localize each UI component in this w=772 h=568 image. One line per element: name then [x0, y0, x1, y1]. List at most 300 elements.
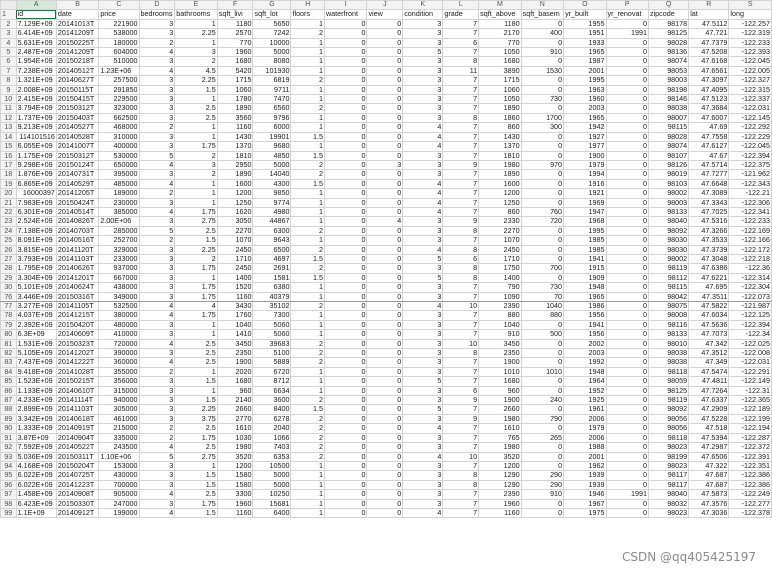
cell[interactable]: 1680 [479, 57, 521, 66]
cell[interactable]: 3.793E+09 [16, 254, 56, 263]
cell[interactable]: 9 [443, 217, 479, 226]
cell[interactable]: 247000 [99, 499, 139, 508]
cell[interactable]: 0 [606, 151, 648, 160]
cell[interactable]: 1 [175, 132, 217, 141]
row-header[interactable]: 16 [1, 151, 17, 160]
row-header[interactable]: 86 [1, 386, 17, 395]
cell[interactable]: 2770 [217, 414, 253, 423]
cell[interactable]: 0 [367, 273, 403, 282]
header-cell[interactable]: yr_built [564, 10, 606, 19]
cell[interactable]: 1.133E+09 [16, 386, 56, 395]
cell[interactable]: 47.3343 [689, 198, 729, 207]
cell[interactable]: -122.319 [729, 29, 772, 38]
cell[interactable]: 98115 [648, 283, 688, 292]
cell[interactable]: 7 [443, 405, 479, 414]
cell[interactable]: 0 [606, 377, 648, 386]
cell[interactable]: 1.10E+06 [99, 452, 139, 461]
cell[interactable]: 47.3036 [689, 508, 729, 517]
cell[interactable]: 3520 [479, 452, 521, 461]
cell[interactable]: 305000 [99, 405, 139, 414]
cell[interactable]: 2 [291, 76, 325, 85]
cell[interactable]: 0 [606, 170, 648, 179]
cell[interactable]: 8712 [253, 377, 291, 386]
cell[interactable]: 7.437E+09 [16, 358, 56, 367]
cell[interactable]: 1040 [217, 320, 253, 329]
cell[interactable]: 7 [443, 142, 479, 151]
cell[interactable]: 6819 [253, 76, 291, 85]
cell[interactable]: 4 [403, 142, 443, 151]
cell[interactable]: 860 [479, 123, 521, 132]
cell[interactable]: 0 [606, 452, 648, 461]
cell[interactable]: 0 [521, 254, 563, 263]
cell[interactable]: 1 [291, 508, 325, 517]
row-header[interactable]: 85 [1, 377, 17, 386]
cell[interactable]: 2.487E+09 [16, 48, 56, 57]
cell[interactable]: 0 [521, 461, 563, 470]
cell[interactable]: 1.5 [175, 236, 217, 245]
cell[interactable]: 0 [367, 386, 403, 395]
cell[interactable]: 20141114T [56, 396, 98, 405]
cell[interactable]: 4 [139, 339, 175, 348]
cell[interactable]: 7 [443, 433, 479, 442]
cell[interactable]: 3 [139, 29, 175, 38]
cell[interactable]: 1580 [217, 471, 253, 480]
cell[interactable]: 7403 [253, 443, 291, 452]
cell[interactable]: 0 [367, 377, 403, 386]
cell[interactable]: 20150424T [56, 198, 98, 207]
cell[interactable]: 98023 [648, 508, 688, 517]
cell[interactable]: 98118 [648, 433, 688, 442]
row-header[interactable]: 99 [1, 508, 17, 517]
cell[interactable]: 3 [403, 349, 443, 358]
row-header[interactable]: 78 [1, 311, 17, 320]
cell[interactable]: 14040 [253, 170, 291, 179]
cell[interactable]: -122.229 [729, 132, 772, 141]
cell[interactable]: 0 [521, 85, 563, 94]
cell[interactable]: 98042 [648, 292, 688, 301]
cell[interactable]: 0 [324, 396, 366, 405]
cell[interactable]: 20140626T [56, 264, 98, 273]
cell[interactable]: 0 [606, 160, 648, 169]
cell[interactable]: 1010 [521, 367, 563, 376]
cell[interactable]: 4 [367, 217, 403, 226]
cell[interactable]: 1.23E+06 [99, 66, 139, 75]
cell[interactable]: 98023 [648, 461, 688, 470]
cell[interactable]: 20140731T [56, 170, 98, 179]
cell[interactable]: 0 [521, 273, 563, 282]
cell[interactable]: 3 [403, 443, 443, 452]
cell[interactable]: 0 [521, 179, 563, 188]
cell[interactable]: 3 [403, 226, 443, 235]
cell[interactable]: 1900 [479, 396, 521, 405]
cell[interactable]: 1900 [479, 358, 521, 367]
cell[interactable]: 7 [443, 123, 479, 132]
cell[interactable]: 4300 [253, 179, 291, 188]
cell[interactable]: -122.394 [729, 320, 772, 329]
cell[interactable]: -122.257 [729, 19, 772, 28]
cell[interactable]: 98107 [648, 151, 688, 160]
cell[interactable]: 1600 [479, 179, 521, 188]
cell[interactable]: 3 [403, 292, 443, 301]
cell[interactable]: 6 [443, 38, 479, 47]
cell[interactable]: 1.5 [291, 254, 325, 263]
cell[interactable]: 4 [139, 66, 175, 75]
cell[interactable]: 0 [367, 123, 403, 132]
cell[interactable]: 20141103T [56, 254, 98, 263]
cell[interactable]: 1.876E+09 [16, 170, 56, 179]
row-header[interactable]: 88 [1, 405, 17, 414]
cell[interactable]: 532500 [99, 302, 139, 311]
cell[interactable]: 315000 [99, 386, 139, 395]
cell[interactable]: 1200 [479, 461, 521, 470]
cell[interactable]: 2270 [479, 226, 521, 235]
cell[interactable]: 2.25 [175, 29, 217, 38]
cell[interactable]: 98117 [648, 471, 688, 480]
cell[interactable]: 3 [403, 396, 443, 405]
column-header-b[interactable]: B [56, 1, 98, 10]
cell[interactable]: 2 [175, 57, 217, 66]
cell[interactable]: 6.3E+09 [16, 330, 56, 339]
cell[interactable]: 98056 [648, 424, 688, 433]
row-header[interactable]: 77 [1, 302, 17, 311]
cell[interactable]: 47.3512 [689, 349, 729, 358]
cell[interactable]: 1.5 [175, 471, 217, 480]
cell[interactable]: 3 [139, 330, 175, 339]
cell[interactable]: 0 [606, 461, 648, 470]
cell[interactable]: 20140528T [56, 132, 98, 141]
cell[interactable]: 47.5228 [689, 414, 729, 423]
cell[interactable]: 765 [479, 433, 521, 442]
cell[interactable]: 4 [403, 424, 443, 433]
cell[interactable]: 5 [403, 377, 443, 386]
cell[interactable]: 20140725T [56, 471, 98, 480]
cell[interactable]: 0 [367, 480, 403, 489]
cell[interactable]: 47.5208 [689, 48, 729, 57]
cell[interactable]: 1.75 [175, 292, 217, 301]
cell[interactable]: 1 [175, 386, 217, 395]
cell[interactable]: 0 [521, 142, 563, 151]
row-header[interactable]: 82 [1, 349, 17, 358]
cell[interactable]: 1290 [479, 471, 521, 480]
row-header[interactable]: 80 [1, 330, 17, 339]
cell[interactable]: 5 [403, 48, 443, 57]
cell[interactable]: 98136 [648, 48, 688, 57]
cell[interactable]: 2.5 [175, 358, 217, 367]
cell[interactable]: 5.101E+09 [16, 283, 56, 292]
cell[interactable]: 1.5 [175, 508, 217, 517]
row-header[interactable]: 95 [1, 471, 17, 480]
cell[interactable]: -122.073 [729, 292, 772, 301]
cell[interactable]: 385000 [99, 207, 139, 216]
cell[interactable]: 3 [403, 490, 443, 499]
cell[interactable]: 1.5 [291, 132, 325, 141]
cell[interactable]: 0 [367, 443, 403, 452]
cell[interactable]: 485000 [99, 179, 139, 188]
cell[interactable]: 47.5123 [689, 95, 729, 104]
cell[interactable]: 3 [403, 367, 443, 376]
cell[interactable]: 2691 [253, 264, 291, 273]
cell[interactable]: 20140512T [56, 66, 98, 75]
cell[interactable]: 4 [139, 490, 175, 499]
cell[interactable]: 1.737E+09 [16, 113, 56, 122]
cell[interactable]: 3 [403, 113, 443, 122]
cell[interactable]: 1410 [217, 330, 253, 339]
cell[interactable]: 7 [443, 508, 479, 517]
cell[interactable]: 40379 [253, 292, 291, 301]
cell[interactable]: 3 [139, 142, 175, 151]
cell[interactable]: 1 [291, 123, 325, 132]
cell[interactable]: 1965 [564, 292, 606, 301]
row-header[interactable]: 1 [1, 10, 17, 19]
cell[interactable]: 1 [291, 490, 325, 499]
column-header-m[interactable]: M [479, 1, 521, 10]
cell[interactable]: 285000 [99, 226, 139, 235]
cell[interactable]: 47.687 [689, 471, 729, 480]
cell[interactable]: 1 [175, 273, 217, 282]
cell[interactable]: 0 [606, 189, 648, 198]
column-header-r[interactable]: R [689, 1, 729, 10]
cell[interactable]: 7 [443, 358, 479, 367]
column-header-f[interactable]: F [217, 1, 253, 10]
cell[interactable]: 3 [403, 461, 443, 470]
cell[interactable]: 290 [521, 471, 563, 480]
cell[interactable]: 6634 [253, 386, 291, 395]
cell[interactable]: 3450 [217, 339, 253, 348]
cell[interactable]: 8 [443, 480, 479, 489]
cell[interactable]: 47.7277 [689, 170, 729, 179]
cell[interactable]: 3 [139, 386, 175, 395]
cell[interactable]: 0 [324, 461, 366, 470]
cell[interactable]: 2170 [479, 29, 521, 38]
cell[interactable]: 20150316T [56, 292, 98, 301]
cell[interactable]: 604000 [99, 48, 139, 57]
cell[interactable]: 0 [324, 471, 366, 480]
cell[interactable]: 937000 [99, 264, 139, 273]
cell[interactable]: 240 [521, 396, 563, 405]
cell[interactable]: 0 [606, 480, 648, 489]
cell[interactable]: 2 [291, 170, 325, 179]
cell[interactable]: 1956 [564, 311, 606, 320]
cell[interactable]: 0 [324, 151, 366, 160]
cell[interactable]: 1960 [479, 499, 521, 508]
cell[interactable]: 1988 [564, 443, 606, 452]
cell[interactable]: 221900 [99, 19, 139, 28]
cell[interactable]: 47.3576 [689, 499, 729, 508]
cell[interactable]: 2570 [217, 29, 253, 38]
cell[interactable]: 1.333E+09 [16, 424, 56, 433]
cell[interactable]: 1921 [564, 189, 606, 198]
cell[interactable]: 6720 [253, 367, 291, 376]
cell[interactable]: 5060 [253, 330, 291, 339]
cell[interactable]: 98119 [648, 396, 688, 405]
cell[interactable]: 1955 [564, 19, 606, 28]
cell[interactable]: 0 [324, 424, 366, 433]
cell[interactable]: 1939 [564, 480, 606, 489]
cell[interactable]: 20150330T [56, 499, 98, 508]
cell[interactable]: 1.75 [175, 311, 217, 320]
cell[interactable]: 20140912T [56, 508, 98, 517]
cell[interactable]: 6560 [253, 104, 291, 113]
cell[interactable]: -122.375 [729, 160, 772, 169]
cell[interactable]: 1.954E+09 [16, 57, 56, 66]
cell[interactable]: 16000397 [16, 189, 56, 198]
cell[interactable]: 2.5 [175, 104, 217, 113]
row-header[interactable]: 90 [1, 424, 17, 433]
cell[interactable]: 3 [139, 170, 175, 179]
select-all-corner[interactable] [1, 1, 17, 10]
row-header[interactable]: 3 [1, 29, 17, 38]
cell[interactable]: 98103 [648, 179, 688, 188]
cell[interactable]: 0 [606, 113, 648, 122]
row-header[interactable]: 2 [1, 19, 17, 28]
cell[interactable]: 1180 [217, 19, 253, 28]
cell[interactable]: 1060 [217, 85, 253, 94]
cell[interactable]: 3 [403, 95, 443, 104]
cell[interactable]: 47.5474 [689, 367, 729, 376]
cell[interactable]: 0 [606, 499, 648, 508]
cell[interactable]: 1160 [217, 292, 253, 301]
cell[interactable]: 3 [139, 76, 175, 85]
cell[interactable]: 2 [291, 302, 325, 311]
cell[interactable]: 0 [367, 151, 403, 160]
cell[interactable]: 1680 [479, 377, 521, 386]
cell[interactable]: 2006 [564, 433, 606, 442]
cell[interactable]: 4 [175, 302, 217, 311]
cell[interactable]: 0 [324, 245, 366, 254]
cell[interactable]: 1715 [479, 76, 521, 85]
cell[interactable]: 2 [291, 414, 325, 423]
cell[interactable]: 98053 [648, 66, 688, 75]
cell[interactable]: 1370 [479, 142, 521, 151]
cell[interactable]: 323000 [99, 104, 139, 113]
cell[interactable]: 98028 [648, 132, 688, 141]
header-cell[interactable]: view [367, 10, 403, 19]
cell[interactable]: 1980 [217, 443, 253, 452]
cell[interactable]: 20141209T [56, 48, 98, 57]
cell[interactable]: 7 [443, 443, 479, 452]
row-header[interactable]: 8 [1, 76, 17, 85]
cell[interactable]: 2.5 [175, 113, 217, 122]
cell[interactable]: 20150218T [56, 57, 98, 66]
cell[interactable]: 4.168E+09 [16, 461, 56, 470]
cell[interactable]: 7 [443, 132, 479, 141]
cell[interactable]: 1916 [564, 179, 606, 188]
cell[interactable]: 9.213E+09 [16, 123, 56, 132]
column-header-q[interactable]: Q [648, 1, 688, 10]
cell[interactable]: 1.5 [291, 405, 325, 414]
cell[interactable]: 1890 [479, 104, 521, 113]
cell[interactable]: 1090 [479, 292, 521, 301]
cell[interactable]: 860 [479, 207, 521, 216]
cell[interactable]: 1.5 [175, 377, 217, 386]
cell[interactable]: -122.341 [729, 207, 772, 216]
cell[interactable]: 7.592E+09 [16, 443, 56, 452]
cell[interactable]: 20150312T [56, 104, 98, 113]
cell[interactable]: 0 [521, 386, 563, 395]
cell[interactable]: 4 [403, 452, 443, 461]
cell[interactable]: 3 [139, 57, 175, 66]
row-header[interactable]: 15 [1, 142, 17, 151]
cell[interactable]: 1400 [479, 273, 521, 282]
cell[interactable]: 20150311T [56, 452, 98, 461]
cell[interactable]: 0 [324, 198, 366, 207]
cell[interactable]: 1967 [564, 499, 606, 508]
row-header[interactable]: 9 [1, 85, 17, 94]
cell[interactable]: 1890 [217, 104, 253, 113]
cell[interactable]: 20150312T [56, 151, 98, 160]
cell[interactable]: 6278 [253, 414, 291, 423]
row-header[interactable]: 5 [1, 48, 17, 57]
cell[interactable]: 4 [403, 198, 443, 207]
cell[interactable]: 1370 [217, 142, 253, 151]
cell[interactable]: 720 [521, 217, 563, 226]
cell[interactable]: 47.4095 [689, 85, 729, 94]
column-header-g[interactable]: G [253, 1, 291, 10]
cell[interactable]: 1956 [564, 330, 606, 339]
cell[interactable]: 0 [367, 236, 403, 245]
cell[interactable]: 0 [367, 302, 403, 311]
cell[interactable]: 0 [367, 57, 403, 66]
cell[interactable]: 0 [324, 123, 366, 132]
cell[interactable]: 1610 [217, 424, 253, 433]
cell[interactable]: 1.531E+09 [16, 339, 56, 348]
cell[interactable]: 20140627T [56, 76, 98, 85]
cell[interactable]: -122.194 [729, 424, 772, 433]
cell[interactable]: 0 [367, 29, 403, 38]
header-cell[interactable]: zipcode [648, 10, 688, 19]
cell[interactable]: 7 [443, 104, 479, 113]
cell[interactable]: 1.75 [175, 207, 217, 216]
cell[interactable]: 6.055E+09 [16, 142, 56, 151]
cell[interactable]: 0 [324, 179, 366, 188]
cell[interactable]: 5 [139, 151, 175, 160]
cell[interactable]: 199000 [99, 508, 139, 517]
cell[interactable]: 1160 [479, 508, 521, 517]
cell[interactable]: 1 [291, 189, 325, 198]
cell[interactable]: 3 [403, 499, 443, 508]
cell[interactable]: 98075 [648, 302, 688, 311]
cell[interactable]: -122.394 [729, 151, 772, 160]
cell[interactable]: 400000 [99, 142, 139, 151]
row-header[interactable]: 87 [1, 396, 17, 405]
cell[interactable]: 3 [139, 198, 175, 207]
header-cell[interactable]: bathrooms [175, 10, 217, 19]
cell[interactable]: 2140 [217, 396, 253, 405]
cell[interactable]: 20141013T [56, 19, 98, 28]
cell[interactable]: 0 [521, 151, 563, 160]
row-header[interactable]: 84 [1, 367, 17, 376]
cell[interactable]: 3 [139, 283, 175, 292]
cell[interactable]: 0 [367, 471, 403, 480]
cell[interactable]: 0 [367, 85, 403, 94]
cell[interactable]: 20150215T [56, 377, 98, 386]
row-header[interactable]: 17 [1, 160, 17, 169]
cell[interactable]: 650000 [99, 160, 139, 169]
row-header[interactable]: 14 [1, 132, 17, 141]
cell[interactable]: 3 [403, 471, 443, 480]
cell[interactable]: 1975 [564, 508, 606, 517]
cell[interactable]: 98198 [648, 85, 688, 94]
cell[interactable]: 7 [443, 207, 479, 216]
cell[interactable]: 0 [367, 367, 403, 376]
cell[interactable]: -122.149 [729, 377, 772, 386]
cell[interactable]: 0 [367, 48, 403, 57]
cell[interactable]: 47.695 [689, 283, 729, 292]
cell[interactable]: -122.045 [729, 142, 772, 151]
cell[interactable]: 1948 [564, 283, 606, 292]
cell[interactable]: 98019 [648, 170, 688, 179]
cell[interactable]: 229500 [99, 95, 139, 104]
